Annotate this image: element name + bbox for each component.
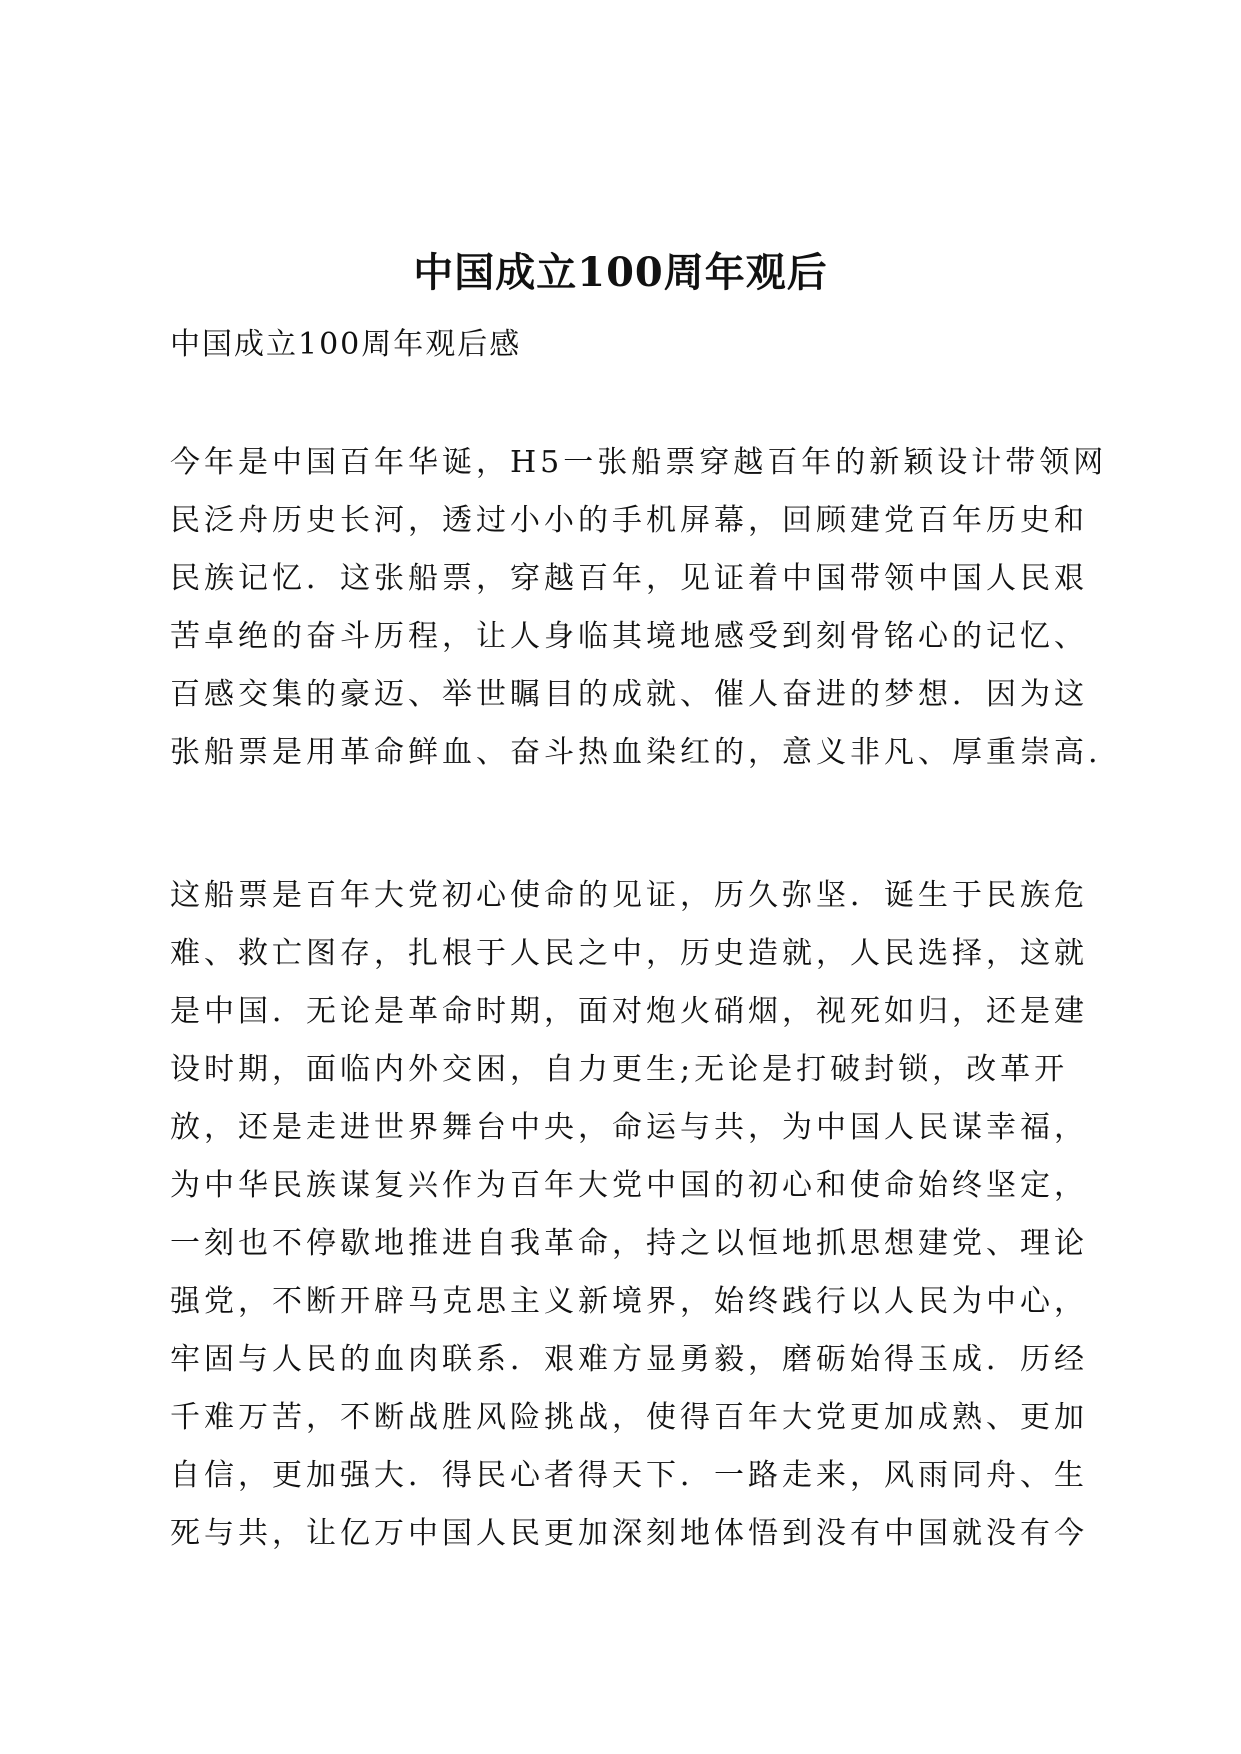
paragraph-line: 强党，不断开辟马克思主义新境界，始终践行以人民为中心， [170, 1284, 1088, 1319]
paragraph-line: 自信，更加强大．得民心者得天下．一路走来，风雨同舟、生 [170, 1458, 1088, 1493]
paragraph-2 [170, 867, 1088, 1563]
document-subtitle: 中国成立100周年观后感 [170, 327, 522, 362]
document-title: 中国成立100周年观后 [413, 249, 828, 296]
paragraph-line: 张船票是用革命鲜血、奋斗热血染红的，意义非凡、厚重崇高. [170, 735, 1102, 770]
paragraph-line: 千难万苦，不断战胜风险挑战，使得百年大党更加成熟、更加 [170, 1400, 1088, 1435]
paragraph-line: 苦卓绝的奋斗历程，让人身临其境地感受到刻骨铭心的记忆、 [170, 619, 1088, 654]
paragraph-line: 设时期，面临内外交困，自力更生;无论是打破封锁，改革开 [170, 1052, 1069, 1087]
paragraph-line: 这船票是百年大党初心使命的见证，历久弥坚．诞生于民族危 [170, 878, 1088, 913]
paragraph-line: 牢固与人民的血肉联系．艰难方显勇毅，磨砺始得玉成．历经 [170, 1342, 1088, 1377]
paragraph-line: 一刻也不停歇地推进自我革命，持之以恒地抓思想建党、理论 [170, 1226, 1088, 1261]
paragraph-line: 民泛舟历史长河，透过小小的手机屏幕，回顾建党百年历史和 [170, 503, 1088, 538]
paragraph-1 [170, 434, 1107, 782]
paragraph-line: 是中国．无论是革命时期，面对炮火硝烟，视死如归，还是建 [170, 994, 1088, 1029]
paragraph-line: 死与共，让亿万中国人民更加深刻地体悟到没有中国就没有今 [170, 1516, 1088, 1551]
paragraph-line: 放，还是走进世界舞台中央，命运与共，为中国人民谋幸福， [170, 1110, 1088, 1145]
paragraph-line: 百感交集的豪迈、举世瞩目的成就、催人奋进的梦想．因为这 [170, 677, 1088, 712]
paragraph-line: 今年是中国百年华诞，H5一张船票穿越百年的新颖设计带领网 [170, 445, 1108, 480]
paragraph-line: 难、救亡图存，扎根于人民之中，历史造就，人民选择，这就 [170, 936, 1088, 971]
paragraph-line: 为中华民族谋复兴作为百年大党中国的初心和使命始终坚定， [170, 1168, 1088, 1203]
paragraph-line: 民族记忆．这张船票，穿越百年，见证着中国带领中国人民艰 [170, 561, 1088, 596]
